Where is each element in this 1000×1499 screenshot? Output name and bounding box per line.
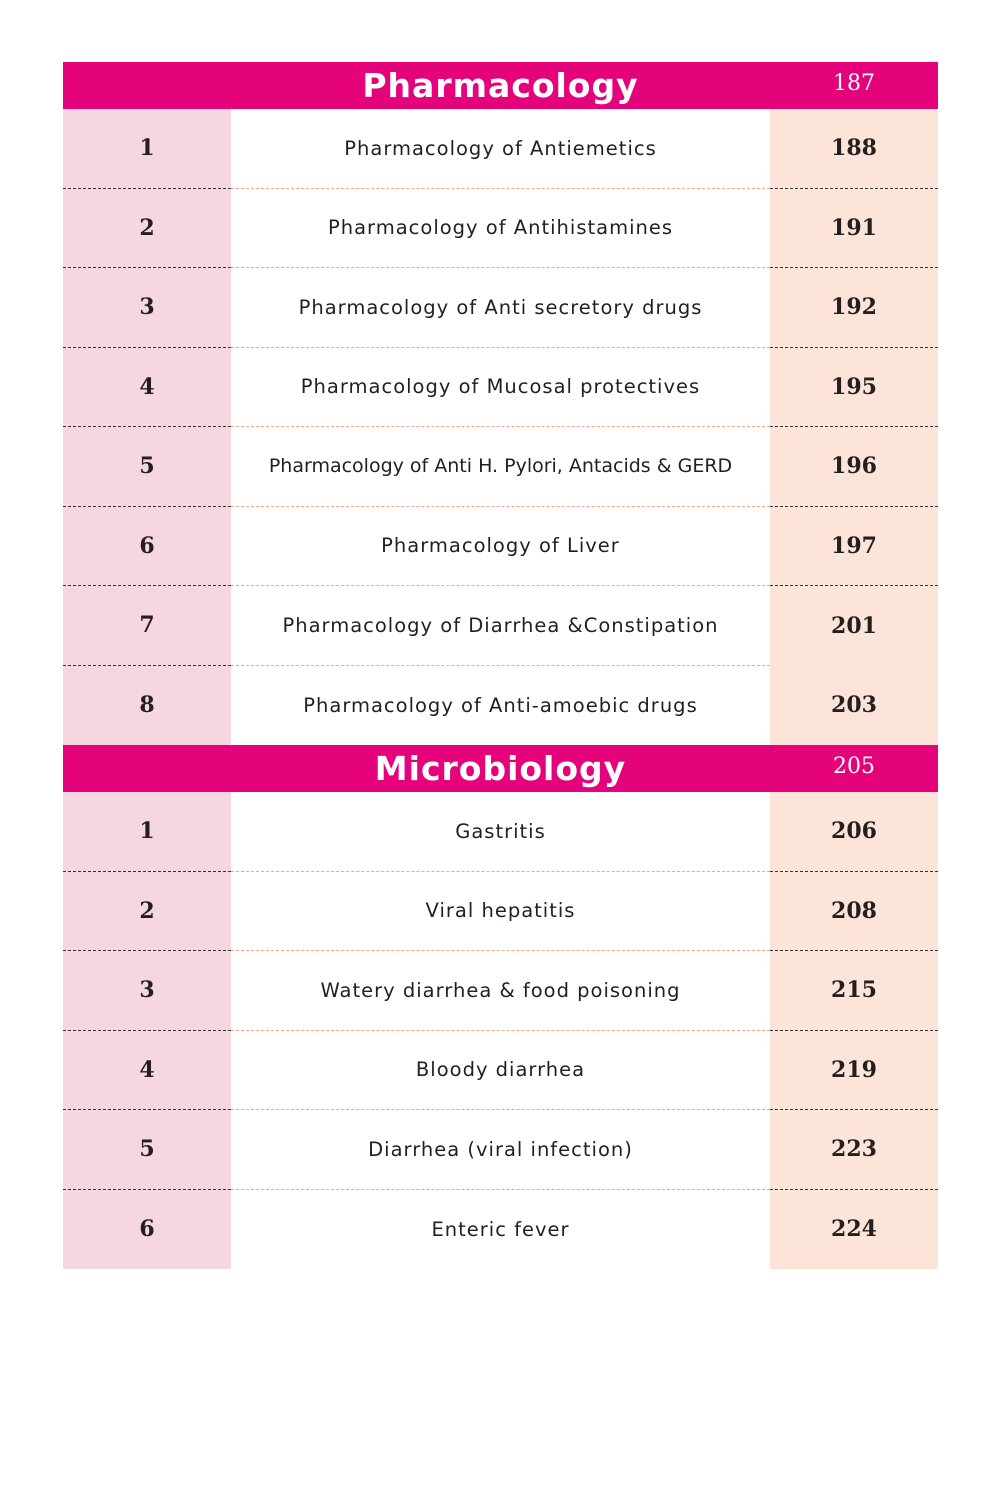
toc-row[interactable] — [63, 1110, 938, 1190]
entry-title: Pharmacology of Mucosal protectives — [231, 348, 770, 428]
entry-title: Pharmacology of Antiemetics — [231, 109, 770, 189]
toc-row[interactable] — [63, 872, 938, 952]
entry-number: 2 — [63, 872, 231, 952]
entry-title: Viral hepatitis — [231, 872, 770, 952]
entry-number: 4 — [63, 348, 231, 428]
entry-page: 197 — [770, 507, 938, 587]
entry-title: Pharmacology of Anti secretory drugs — [231, 268, 770, 348]
toc-row[interactable] — [63, 1031, 938, 1111]
toc-row[interactable] — [63, 109, 938, 189]
toc-row[interactable] — [63, 1190, 938, 1270]
entry-title: Pharmacology of Liver — [231, 507, 770, 587]
section-header-pharmacology — [63, 62, 938, 109]
section-title: Microbiology — [374, 749, 627, 788]
entry-number: 1 — [63, 792, 231, 872]
entry-number: 2 — [63, 189, 231, 269]
entry-page: 192 — [770, 268, 938, 348]
toc-row[interactable] — [63, 427, 938, 507]
entry-page: 208 — [770, 872, 938, 952]
section-page-number: 187 — [833, 71, 875, 96]
entry-title: Pharmacology of Anti H. Pylori, Antacids & GERD — [231, 427, 770, 507]
section-header-microbiology — [63, 745, 938, 792]
entry-number: 6 — [63, 507, 231, 587]
entry-number: 7 — [63, 586, 231, 666]
section-page-number: 205 — [833, 754, 875, 779]
entry-page: 215 — [770, 951, 938, 1031]
entry-page: 188 — [770, 109, 938, 189]
entry-page: 206 — [770, 792, 938, 872]
entry-number: 3 — [63, 268, 231, 348]
toc-row[interactable] — [63, 507, 938, 587]
entry-title: Pharmacology of Anti-amoebic drugs — [231, 666, 770, 746]
entry-page: 203 — [770, 666, 938, 746]
toc-row[interactable] — [63, 586, 938, 666]
entry-page: 224 — [770, 1190, 938, 1270]
entry-title: Gastritis — [231, 792, 770, 872]
entry-number: 5 — [63, 427, 231, 507]
entry-page: 201 — [770, 586, 938, 666]
entry-page: 223 — [770, 1110, 938, 1190]
toc-row[interactable] — [63, 348, 938, 428]
entry-number: 6 — [63, 1190, 231, 1270]
entry-title: Pharmacology of Antihistamines — [231, 189, 770, 269]
entry-number: 3 — [63, 951, 231, 1031]
table-of-contents — [63, 62, 938, 1269]
entry-number: 5 — [63, 1110, 231, 1190]
entry-title: Watery diarrhea & food poisoning — [231, 951, 770, 1031]
entry-page: 219 — [770, 1031, 938, 1111]
toc-row[interactable] — [63, 268, 938, 348]
entry-page: 191 — [770, 189, 938, 269]
entry-title: Enteric fever — [231, 1190, 770, 1270]
section-title: Pharmacology — [362, 66, 639, 105]
entry-title: Pharmacology of Diarrhea &Constipation — [231, 586, 770, 666]
toc-row[interactable] — [63, 189, 938, 269]
toc-row[interactable] — [63, 666, 938, 746]
toc-row[interactable] — [63, 951, 938, 1031]
entry-number: 1 — [63, 109, 231, 189]
entry-title: Diarrhea (viral infection) — [231, 1110, 770, 1190]
entry-title: Bloody diarrhea — [231, 1031, 770, 1111]
entry-number: 8 — [63, 666, 231, 746]
entry-page: 195 — [770, 348, 938, 428]
entry-page: 196 — [770, 427, 938, 507]
toc-row[interactable] — [63, 792, 938, 872]
entry-number: 4 — [63, 1031, 231, 1111]
